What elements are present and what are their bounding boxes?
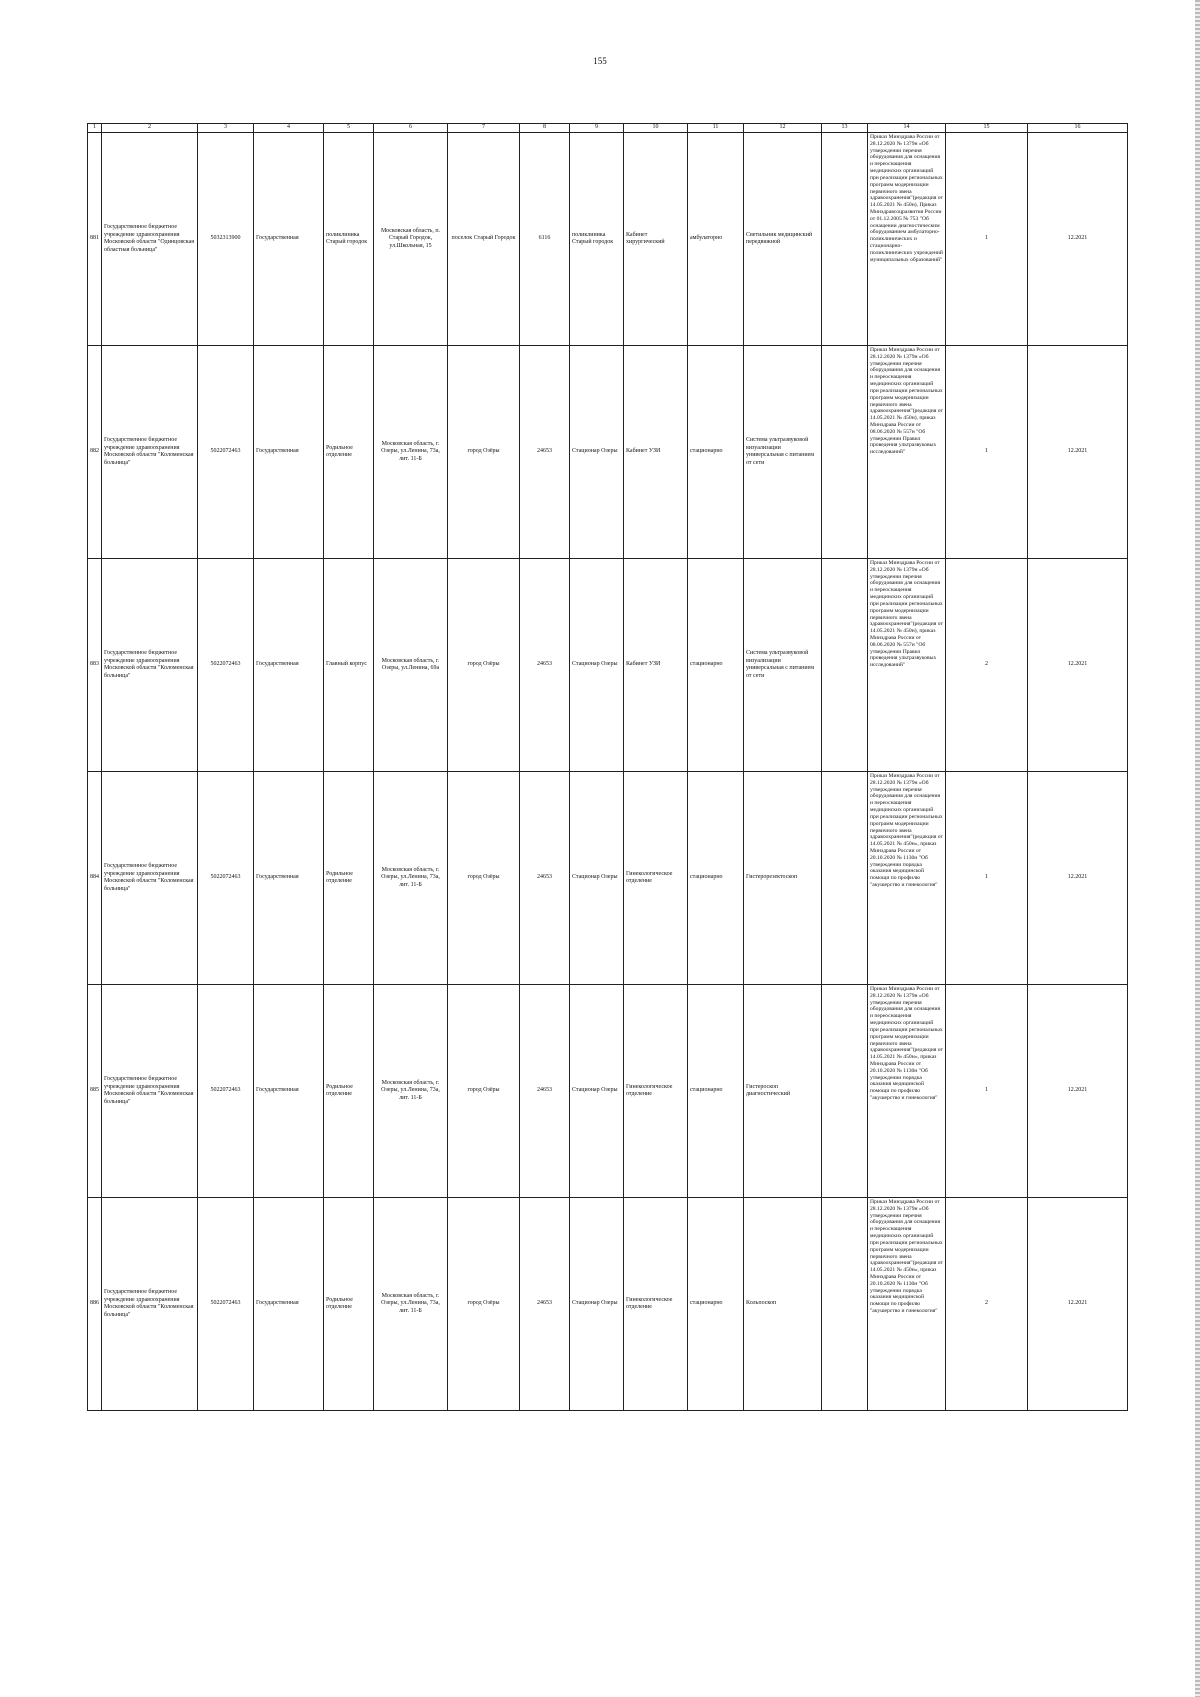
row-number: 883: [88, 559, 102, 772]
cabinet-cell: Кабинет хирургический: [624, 133, 688, 346]
quantity-cell: 2: [946, 1198, 1028, 1411]
empty-cell: [822, 133, 868, 346]
code-cell: 24653: [520, 346, 570, 559]
locality-cell: город Озёры: [448, 346, 520, 559]
quantity-cell: 1: [946, 985, 1028, 1198]
empty-cell: [822, 559, 868, 772]
organization-cell: Государственное бюджетное учреждение здравоохранения Московской области "Коломенская больница": [102, 985, 198, 1198]
subdivision-cell: Стационар Озеры: [570, 772, 624, 985]
table-row: [88, 346, 1128, 559]
table-row: [88, 559, 1128, 772]
cabinet-cell: Кабинет УЗИ: [624, 346, 688, 559]
column-number: 5: [324, 124, 374, 133]
organization-cell: Государственное бюджетное учреждение здравоохранения Московской области "Коломенская больница": [102, 559, 198, 772]
address-cell: Московская область, г. Озеры, ул.Ленина, 73а, лит. 11-Б: [374, 772, 448, 985]
ownership-cell: Государственная: [254, 772, 324, 985]
quantity-cell: 1: [946, 133, 1028, 346]
organization-cell: Государственное бюджетное учреждение здравоохранения Московской области "Одинцовская областная больница": [102, 133, 198, 346]
unit-cell: поликлиника Старый городок: [324, 133, 374, 346]
care-type-cell: стационарно: [688, 346, 744, 559]
inn-cell: 5022072463: [198, 772, 254, 985]
organization-cell: Государственное бюджетное учреждение здравоохранения Московской области "Коломенская больница": [102, 346, 198, 559]
code-cell: 24653: [520, 985, 570, 1198]
table-row: [88, 1198, 1128, 1411]
code-cell: 24653: [520, 772, 570, 985]
equipment-cell: Гистероскоп диагностический: [744, 985, 822, 1198]
column-number: 1: [88, 124, 102, 133]
row-number: 884: [88, 772, 102, 985]
subdivision-cell: Стационар Озеры: [570, 346, 624, 559]
page-number: 155: [593, 56, 607, 66]
table-row: [88, 772, 1128, 985]
basis-cell: Приказ Минздрава России от 28.12.2020 № 1379н «Об утверждении перечня оборудования для оснащения и переоснащения медицинских организаций при реализации региональных программ модернизации первичного звена здравоохранения"(редакция от 14.05.2021 № 450н», приказ Минздрава России от 20.10.2020 № 1130н "Об утверждении порядка оказания медицинской помощи по профилю "акушерство и гинекология": [868, 772, 946, 985]
column-number: 13: [822, 124, 868, 133]
column-number: 2: [102, 124, 198, 133]
column-number: 12: [744, 124, 822, 133]
address-cell: Московская область, п. Старый Городок, ул.Школьная, 15: [374, 133, 448, 346]
cabinet-cell: Гинекологическое отделение: [624, 772, 688, 985]
date-cell: 12.2021: [1028, 559, 1128, 772]
basis-cell: Приказ Минздрава России от 28.12.2020 № 1379н «Об утверждении перечня оборудования для оснащения и переоснащения медицинских организаций при реализации региональных программ модернизации первичного звена здравоохранения"(редакция от 14.05.2021 № 450н), приказ Минздрава России от 08.06.2020 № 557н "Об утверждении Правил проведения ультразвуковых исследований": [868, 346, 946, 559]
row-number: 881: [88, 133, 102, 346]
column-number: 14: [868, 124, 946, 133]
basis-cell: Приказ Минздрава России от 28.12.2020 № 1379н «Об утверждении перечня оборудования для оснащения и переоснащения медицинских организаций при реализации региональных программ модернизации первичного звена здравоохранения"(редакция от 14.05.2021 № 450н», приказ Минздрава России от 20.10.2020 № 1130н "Об утверждении порядка оказания медицинской помощи по профилю "акушерство и гинекология": [868, 985, 946, 1198]
basis-cell: Приказ Минздрава России от 28.12.2020 № 1379н «Об утверждении перечня оборудования для оснащения и переоснащения медицинских организаций при реализации региональных программ модернизации первичного звена здравоохранения"(редакция от 14.05.2021 № 450н), приказ Минздрава России от 08.06.2020 № 557н "Об утверждении Правил проведения ультразвуковых исследований": [868, 559, 946, 772]
column-number: 10: [624, 124, 688, 133]
locality-cell: город Озёры: [448, 1198, 520, 1411]
care-type-cell: стационарно: [688, 559, 744, 772]
address-cell: Московская область, г. Озеры, ул.Ленина, 73а, лит. 11-Б: [374, 1198, 448, 1411]
subdivision-cell: Стационар Озеры: [570, 559, 624, 772]
cabinet-cell: Кабинет УЗИ: [624, 559, 688, 772]
ownership-cell: Государственная: [254, 346, 324, 559]
basis-cell: Приказ Минздрава России от 28.12.2020 № 1379н «Об утверждении перечня оборудования для оснащения и переоснащения медицинских организаций при реализации региональных программ модернизации первичного звена здравоохранения"(редакция от 14.05.2021 № 450н), Приказ Минздравсоцразвития России от 01.12.2005 № 753 "Об оснащении диагностическим оборудованием амбулаторно-поликлинических и стационарно-поликлинических учреждений муниципальных образований": [868, 133, 946, 346]
care-type-cell: стационарно: [688, 1198, 744, 1411]
inn-cell: 5022072463: [198, 985, 254, 1198]
column-number-row: [88, 124, 1128, 133]
ownership-cell: Государственная: [254, 985, 324, 1198]
equipment-cell: Кольпоскоп: [744, 1198, 822, 1411]
empty-cell: [822, 1198, 868, 1411]
unit-cell: Родильное отделение: [324, 346, 374, 559]
address-cell: Московская область, г. Озеры, ул.Ленина, 73а, лит. 11-Б: [374, 346, 448, 559]
date-cell: 12.2021: [1028, 772, 1128, 985]
cabinet-cell: Гинекологическое отделение: [624, 1198, 688, 1411]
code-cell: 24653: [520, 559, 570, 772]
inn-cell: 5022072463: [198, 1198, 254, 1411]
row-number: 886: [88, 1198, 102, 1411]
quantity-cell: 2: [946, 559, 1028, 772]
column-number: 6: [374, 124, 448, 133]
column-number: 3: [198, 124, 254, 133]
empty-cell: [822, 985, 868, 1198]
basis-cell: Приказ Минздрава России от 28.12.2020 № 1379н «Об утверждении перечня оборудования для оснащения и переоснащения медицинских организаций при реализации региональных программ модернизации первичного звена здравоохранения"(редакция от 14.05.2021 № 450н», приказ Минздрава России от 20.10.2020 № 1130н "Об утверждении порядка оказания медицинской помощи по профилю "акушерство и гинекология": [868, 1198, 946, 1411]
column-number: 9: [570, 124, 624, 133]
column-number: 7: [448, 124, 520, 133]
quantity-cell: 1: [946, 346, 1028, 559]
column-number: 4: [254, 124, 324, 133]
table-row: [88, 985, 1128, 1198]
code-cell: 6116: [520, 133, 570, 346]
date-cell: 12.2021: [1028, 985, 1128, 1198]
care-type-cell: стационарно: [688, 772, 744, 985]
inn-cell: 5032313900: [198, 133, 254, 346]
code-cell: 24653: [520, 1198, 570, 1411]
ownership-cell: Государственная: [254, 133, 324, 346]
column-number: 15: [946, 124, 1028, 133]
equipment-table: [87, 123, 1128, 1411]
column-number: 11: [688, 124, 744, 133]
address-cell: Московская область, г. Озеры, ул.Ленина, 73а, лит. 11-Б: [374, 985, 448, 1198]
equipment-cell: Система ультразвуковой визуализации универсальная с питанием от сети: [744, 346, 822, 559]
date-cell: 12.2021: [1028, 133, 1128, 346]
care-type-cell: стационарно: [688, 985, 744, 1198]
subdivision-cell: Стационар Озеры: [570, 1198, 624, 1411]
organization-cell: Государственное бюджетное учреждение здравоохранения Московской области "Коломенская больница": [102, 772, 198, 985]
quantity-cell: 1: [946, 772, 1028, 985]
locality-cell: поселок Старый Городок: [448, 133, 520, 346]
equipment-cell: Система ультразвуковой визуализации универсальная с питанием от сети: [744, 559, 822, 772]
address-cell: Московская область, г. Озеры, ул.Ленина, 69а: [374, 559, 448, 772]
column-number: 8: [520, 124, 570, 133]
empty-cell: [822, 346, 868, 559]
column-number: 16: [1028, 124, 1128, 133]
ownership-cell: Государственная: [254, 1198, 324, 1411]
organization-cell: Государственное бюджетное учреждение здравоохранения Московской области "Коломенская больница": [102, 1198, 198, 1411]
table-row: [88, 133, 1128, 346]
ownership-cell: Государственная: [254, 559, 324, 772]
locality-cell: город Озёры: [448, 559, 520, 772]
unit-cell: Родильное отделение: [324, 1198, 374, 1411]
scan-edge: [1195, 0, 1200, 1697]
locality-cell: город Озёры: [448, 772, 520, 985]
row-number: 885: [88, 985, 102, 1198]
row-number: 882: [88, 346, 102, 559]
unit-cell: Родильное отделение: [324, 772, 374, 985]
equipment-cell: Светильник медицинский передвижной: [744, 133, 822, 346]
inn-cell: 5022072463: [198, 559, 254, 772]
date-cell: 12.2021: [1028, 1198, 1128, 1411]
empty-cell: [822, 772, 868, 985]
subdivision-cell: поликлиника Старый городок: [570, 133, 624, 346]
unit-cell: Главный корпус: [324, 559, 374, 772]
unit-cell: Родильное отделение: [324, 985, 374, 1198]
date-cell: 12.2021: [1028, 346, 1128, 559]
care-type-cell: амбулаторно: [688, 133, 744, 346]
inn-cell: 5022072463: [198, 346, 254, 559]
locality-cell: город Озёры: [448, 985, 520, 1198]
equipment-cell: Гистерорезектоскоп: [744, 772, 822, 985]
subdivision-cell: Стационар Озеры: [570, 985, 624, 1198]
cabinet-cell: Гинекологическое отделение: [624, 985, 688, 1198]
